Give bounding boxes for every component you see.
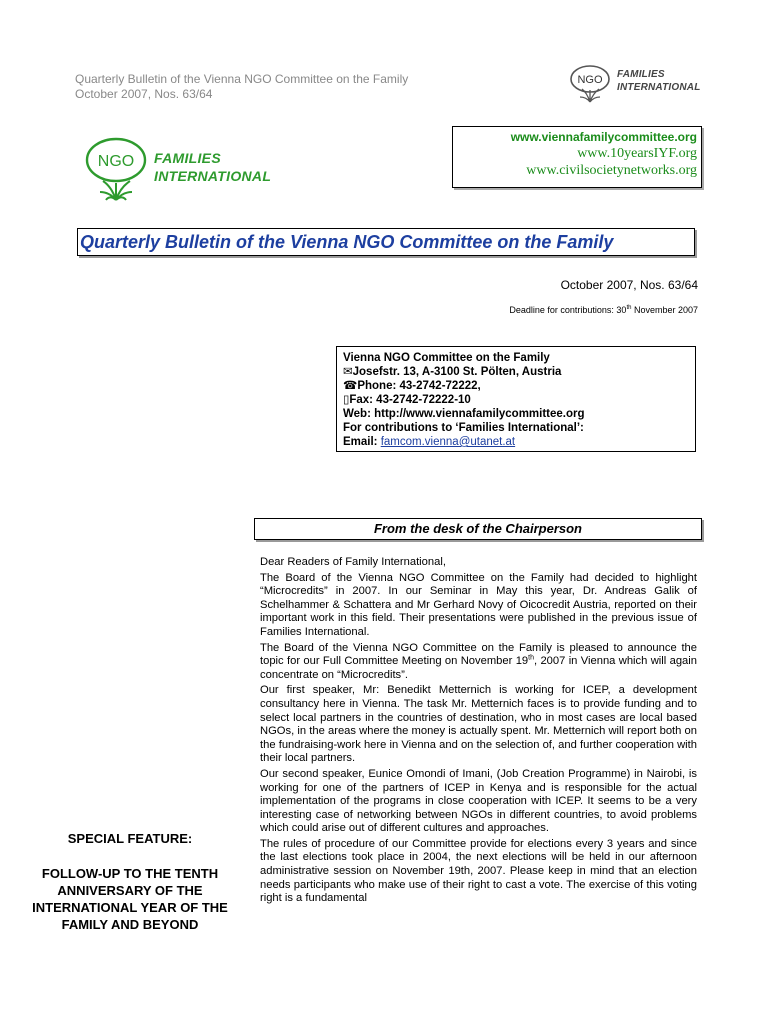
letter-paragraph-2-a: The Board of the Vienna NGO Committee on the Family is pleased to announce the topic for our Full Committee Meeting on November 19: [260, 641, 697, 668]
deadline-suffix: November 2007: [631, 305, 698, 315]
letter-greeting: Dear Readers of Family International,: [260, 556, 446, 568]
running-header: [75, 72, 408, 102]
contact-fax-row: [343, 393, 695, 407]
bulletin-title: Quarterly Bulletin of the Vienna NGO Committee on the Family: [77, 228, 695, 256]
contact-email-row: [343, 435, 695, 449]
running-header-line1: Quarterly Bulletin of the Vienna NGO Committee on the Family: [75, 72, 409, 86]
letter-paragraph-1: The Board of the Vienna NGO Committee on the Family had decided to highlight “Microcredits” in 2007. In our Seminar in May this year, Dr. Andreas Galik of Schelhammer & Schattera and Mr Gerhard Novy of Oicocredit Austria, reported on their important work in this field. Their presentations were published in the previous issue of Families International.: [260, 571, 697, 638]
special-feature-subheading: FOLLOW-UP TO THE TENTH ANNIVERSARY OF THE INTERNATIONAL YEAR OF THE FAMILY AND BEYOND: [32, 866, 228, 932]
contact-email-label: Email:: [343, 436, 378, 448]
contact-web: Web: http://www.viennafamilycommittee.org: [343, 408, 585, 420]
small-logo-ngo-text: NGO: [577, 74, 603, 86]
envelope-icon: ✉: [343, 366, 353, 378]
deadline-sup: th: [626, 305, 632, 311]
website-link-civilsociety[interactable]: www.civilsocietynetworks.org: [526, 163, 697, 178]
ngo-emblem-icon: [568, 62, 616, 106]
small-logo-line1: FAMILIES: [617, 69, 665, 80]
website-link-committee[interactable]: www.viennafamilycommittee.org: [510, 130, 697, 144]
deadline-prefix: Deadline for contributions: 30: [509, 305, 627, 315]
letter-paragraph-2: [260, 642, 697, 683]
special-feature: [30, 830, 230, 933]
ngo-emblem-green-icon: [82, 134, 154, 204]
special-feature-heading: SPECIAL FEATURE:: [67, 831, 193, 846]
contact-email-link[interactable]: famcom.vienna@utanet.at: [380, 436, 516, 448]
contact-contributions: For contributions to ‘Families International’:: [343, 422, 584, 434]
main-logo-line1: FAMILIES: [154, 150, 221, 166]
fax-icon: ▯: [343, 394, 350, 406]
contact-phone: Phone: 43-2742-72222,: [357, 380, 481, 392]
small-logo-line2: INTERNATIONAL: [617, 82, 701, 93]
deadline-note: [509, 305, 698, 315]
contact-address: Josefstr. 13, A-3100 St. Pölten, Austria: [352, 366, 562, 378]
chairperson-letter: [260, 556, 697, 908]
website-link-10yearsiyf[interactable]: www.10yearsIYF.org: [577, 146, 697, 161]
main-logo-line2: INTERNATIONAL: [154, 168, 272, 184]
small-logo-text: [617, 68, 701, 94]
letter-paragraph-4: Our second speaker, Eunice Omondi of Imani, (Job Creation Programme) in Nairobi, is working for one of the partners of ICEP in Kenya and is responsible for the actual implementation of the programs in close cooperation with ICEP. It seems to be a very interesting case of networking between NGOs in different countries, to avoid problems which could arise out of different cultures and approaches.: [260, 767, 697, 835]
running-header-line2: October 2007, Nos. 63/64: [75, 87, 213, 101]
letter-paragraph-2-sup: th: [528, 654, 534, 662]
section-heading-chairperson: From the desk of the Chairperson: [254, 518, 702, 540]
contact-name: Vienna NGO Committee on the Family: [343, 352, 550, 364]
contact-phone-row: [343, 379, 695, 393]
letter-paragraph-3: Our first speaker, Mr: Benedikt Metternich is working for ICEP, a development consultancy here in Vienna. The task Mr. Metternich faces is to provide funding and to select local partners in the countries of destination, who in most cases are local based NGOs, in the areas where the money is actually spent. Mr. Metternich will report both on the fundraising-work here in Vienna and on the selection of, and further cooperation with their local partners.: [260, 684, 697, 765]
letter-paragraph-2-b: , 2007 in Vienna which will again concentrate on “Microcredits”.: [260, 655, 697, 681]
issue-date: October 2007, Nos. 63/64: [560, 278, 698, 292]
main-logo: [82, 134, 292, 204]
letter-paragraph-5: The rules of procedure of our Committee provide for elections every 3 years and since the last elections took place in 2004, the next elections will be held in our afternoon administrative session on November 19th, 2007. Please keep in mind that an election needs participants who make use of their right to cast a vote. The exercise of this voting right is a fundamental: [260, 837, 697, 905]
main-logo-text: [154, 149, 271, 185]
telephone-icon: ☎: [343, 380, 358, 392]
main-logo-ngo-text: NGO: [97, 153, 135, 170]
contact-fax: Fax: 43-2742-72222-10: [349, 394, 471, 406]
small-logo: [568, 62, 708, 106]
websites-box: [452, 126, 702, 188]
contact-address-row: [343, 365, 695, 379]
contact-box: [336, 346, 696, 452]
